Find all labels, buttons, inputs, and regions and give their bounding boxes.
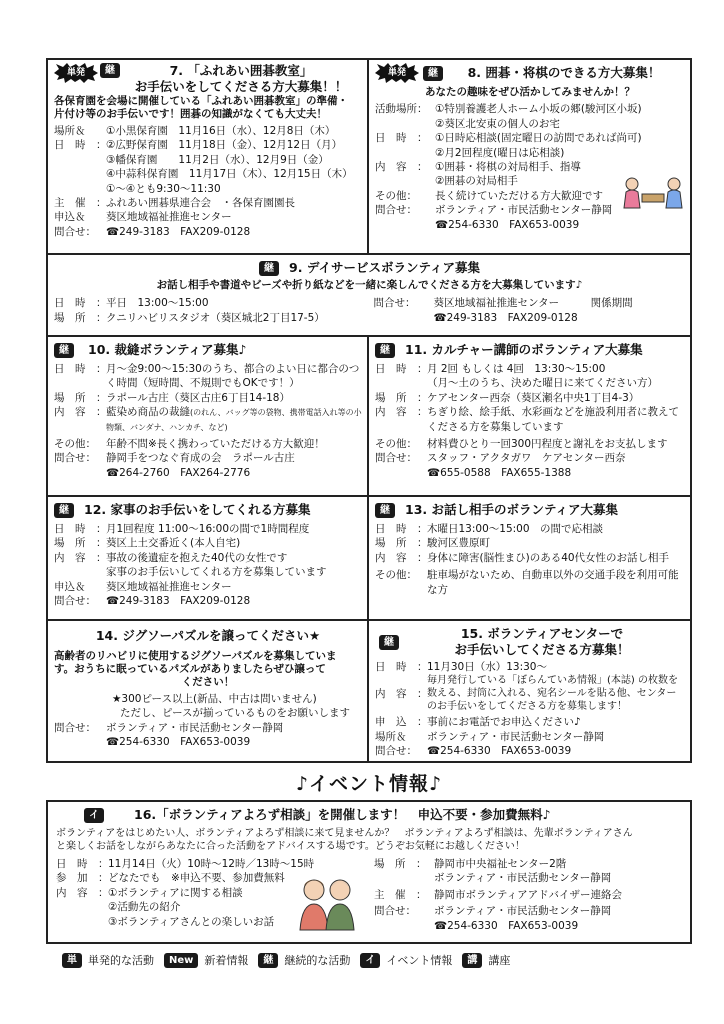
- section-12: 継 12. 家事のお手伝いをしてくれる方募集 日 時 ： 月1回程度 11:00～16:00の間で1時間程度 場 所 ： 葵区上土交番近く(本人自宅) 内 容 ： 事故の後遺症を抱えた40代の女性です 家事のお手伝いしてくれる方を募集しています 申込＆ 葵区地域福祉推進センター 問合せ： ☎249-3183 FAX209-0128: [48, 497, 369, 619]
- section-14-note-2: ただし、ピースが揃っているものをお願いします: [120, 707, 351, 720]
- section-16-title: 16.「ボランティアよろず相談」を開催します！ 申込不要・参加費無料♪: [134, 807, 551, 822]
- continuous-tag: 継: [54, 503, 74, 518]
- section-16-intro-2: と楽しくお話をしながらあなたに合った活動をアドバイスする場です。どうぞお気軽にお越しください！: [56, 841, 525, 852]
- continuous-tag: 継: [379, 635, 399, 650]
- row-7-8: [46, 58, 692, 253]
- row-14-15: [46, 619, 692, 763]
- event-tag: イ: [84, 808, 104, 823]
- section-13: 継 13. お話し相手のボランティア大募集 日 時 ： 木曜日13:00～15:00 の間で応相談 場 所 ： 駿河区豊原町 内 容 ： 身体に障害(脳性まひ)のある40代女性のお話し相手 その他： 駐車場がないため、自動車以外の交通手段を利用可能な方: [375, 502, 679, 596]
- section-12-title: 12. 家事のお手伝いをしてくれる方募集: [84, 502, 311, 517]
- legend-item: 単 単発的な活動: [62, 952, 154, 968]
- section-14-intro-3: ください！: [181, 676, 235, 688]
- section-15-title-2: お手伝いしてくださる方募集！: [454, 642, 630, 657]
- continuous-tag: 継: [375, 503, 395, 518]
- event-heading: ♪イベント情報♪: [295, 773, 443, 795]
- legend-item: 講 講座: [462, 952, 510, 968]
- section-7-intro-1: 各保育園を会場に開催している「ふれあい囲碁教室」の準備・: [54, 95, 348, 107]
- continuous-tag: 継: [100, 63, 120, 78]
- section-14-intro-1: 高齢者のリハビリに使用するジグソーパズルを募集していま: [54, 650, 337, 662]
- go-players-illustration: [622, 172, 684, 212]
- section-16-intro-1: ボランティアをはじめたい人、ボランティアよろず相談に来て見ませんか？ ボランティアよろず相談は、先輩ボランティアさん: [56, 828, 633, 839]
- burst-badge: 単発: [54, 63, 98, 83]
- section-13-title: 13. お話し相手のボランティア大募集: [405, 502, 618, 517]
- section-7-title-1: 7. 「ふれあい囲碁教室」: [169, 63, 313, 78]
- section-11-title: 11. カルチャー講師のボランティア大募集: [405, 342, 643, 357]
- section-14-title: 14. ジグソーパズルを譲ってください★: [95, 628, 321, 643]
- section-8-title: 8. 囲碁・将棋のできる方大募集！: [467, 65, 661, 80]
- section-10-title: 10. 裁縫ボランティア募集♪: [88, 342, 247, 357]
- section-7-title-2: お手伝いをしてくださる方大募集！！: [134, 79, 348, 94]
- section-7-intro-2: 片付け等のお手伝いです！囲碁の知識がなくても大丈夫！: [54, 108, 327, 120]
- section-14-note-1: ★300ピース以上(新品、中古は問いません): [112, 693, 317, 705]
- continuous-tag: 継: [259, 261, 279, 276]
- continuous-tag: 継: [375, 343, 395, 358]
- section-9-title: 9. デイサービスボランティア募集: [289, 260, 480, 275]
- legend: [62, 952, 692, 968]
- section-8-intro: あなたの趣味をぜひ活かしてみませんか！？: [425, 86, 635, 98]
- continuous-tag: 継: [54, 343, 74, 358]
- section-9-intro: お話し相手や書道やビーズや折り紙などを一緒に楽しんでくださる方を大募集しています♪: [156, 279, 583, 291]
- row-12-13: [46, 495, 692, 619]
- section-14: 14. ジグソーパズルを譲ってください★ 高齢者のリハビリに使用するジグソーパズルを募集していま す。おうちに眠っているパズルがありましたらぜひ譲って ください！ ★300ピース以上(新品、中古は問いません) ただし、ピースが揃っているものをお願いします 問合せ： ボランティア・市民活動センター静岡 ☎254-6330 FAX653-0039: [48, 621, 369, 761]
- section-10: 継 10. 裁縫ボランティア募集♪ 日 時 ： 月～金9:00～15:30のうち、都合のよい日に都合のつく時間（短時間、不規則でもOKです！） 場 所 ： ラポール古庄（葵区古庄6丁目14-18） 内 容 ： 藍染め商品の裁縫(のれん、バッグ等の袋物、携帯電話入れ等の小物類、バンダナ、ハンカチ、など) その他： 年齢不問※長く携わっていただける方大歓迎！ 問合せ： 静岡手をつなぐ育成の会 ラポール古庄 ☎264-2760 FAX264-2776: [48, 337, 369, 495]
- section-8: 単発 継 8. 囲碁・将棋のできる方大募集！ あなたの趣味をぜひ活かしてみませんか！？ 活動場所： ①特別養護老人ホーム小坂の郷(駿河区小坂) ②葵区北安東の個人のお宅 日 時 ： ①日時応相談(固定曜日の訪問であれば尚可) ②月2回程度(曜日は応相談) 内 容 ： ①囲碁・将棋の対局相手、指導 ②囲碁の対局相手 その他： 長く続けていただける方大歓迎です 問合せ： ボランティア・市民活動センター静岡 ☎254-6330 FAX653-0039: [369, 60, 690, 253]
- section-11: 継 11. カルチャー講師のボランティア大募集 日 時 ： 月 2回 もしくは 4回 13:30～15:00 （月～土のうち、決めた曜日に来てください方） 場 所 ： ケアセンター西奈（葵区瀬名中央1丁目4-3） 内 容 ： ちぎり絵、絵手紙、水彩画などを施設利用者に教えてくださる方を募集しています その他： 材料費ひとり一回300円程度と謝礼をお支払します 問合せ： スタッフ・アクタガワ ケアセンター西奈 ☎655-0588 FAX655-1388: [375, 342, 679, 479]
- legend-item: イ イベント情報: [360, 952, 452, 968]
- bulletin-sheet: [46, 58, 692, 968]
- section-16: イ 16.「ボランティアよろず相談」を開催します！ 申込不要・参加費無料♪ ボランティアをはじめたい人、ボランティアよろず相談に来て見ませんか？ ボランティアよろず相談は、先輩ボランティアさん と楽しくお話をしながらあなたに合った活動をアドバイスする場です。どうぞお気軽にお越しください！ 日 時 ： 11月14日（火）10時～12時／13時～15時 参 加 ： どなたでも ※申込不要、参加費無料 内 容 ： ①ボランティアに関する相談 ②活動先の紹介 ③ボランティアさんとの楽しいお話 場 所 ： 静岡市中央福祉センター2階 ボランティア・市民活動センター静岡 主 催 ： 静岡市ボランティアアドバイザー連絡会 問合せ： ボランティア・市民活動センター静岡 ☎254-6330 FAX653-0039: [46, 800, 692, 944]
- legend-item: New 新着情報: [164, 952, 248, 968]
- section-15: 継 15. ボランティアセンターで お手伝いしてくださる方募集！ 日 時 ： 11月30日（水）13:30～ 内 容 ： 毎月発行している「ぼらんていあ情報」(本誌) の枚数を数える、封筒に入れる、宛名シールを貼る他、センターのお手伝いをしてくださる方を募集します！ 申 込 ： 事前にお電話でお申込ください♪ 場所＆ ボランティア・市民活動センター静岡 問合せ： ☎254-6330 FAX653-0039: [369, 621, 690, 761]
- section-14-intro-2: す。おうちに眠っているパズルがありましたらぜひ譲って: [54, 663, 326, 675]
- elderly-couple-illustration: [296, 874, 358, 932]
- section-7: 単発 継 7. 「ふれあい囲碁教室」 お手伝いをしてくださる方大募集！！ 各保育園を会場に開催している「ふれあい囲碁教室」の準備・ 片付け等のお手伝いです！囲碁の知識がなくても大丈夫！ 場所＆ ①小黒保育園 11月16日（水）、12月8日（木） 日 時 ： ②広野保育園 11月18日（金）、12月12日（月） ③幡保育園 11月2日（水）、12月9日（金） ④中蒜科保育園 11月17日（木）、12月15日（木） ①～④とも9:30～11:30 主 催 ： ふれあい囲碁県連合会 ・各保育園園長 申込＆ 葵区地域福祉推進センター 問合せ： ☎249-3183 FAX209-0128: [48, 60, 369, 253]
- legend-item: 継 継続的な活動: [258, 952, 350, 968]
- row-10-11: [46, 335, 692, 495]
- section-15-title-1: 15. ボランティアセンターで: [460, 626, 624, 641]
- row-9: [46, 253, 692, 335]
- section-9: 継 9. デイサービスボランティア募集 お話し相手や書道やビーズや折り紙などを一緒に楽しんでくださる方を大募集しています♪ 日 時 ： 平日 13:00～15:00 場 所 ： クニリハビリスタジオ（葵区城北2丁目17-5） 問合せ： 葵区地域福祉推進センター 関係期間 ☎249-3183 FAX209-0128: [48, 255, 690, 335]
- burst-badge: 単発: [375, 63, 419, 83]
- continuous-tag: 継: [423, 66, 443, 81]
